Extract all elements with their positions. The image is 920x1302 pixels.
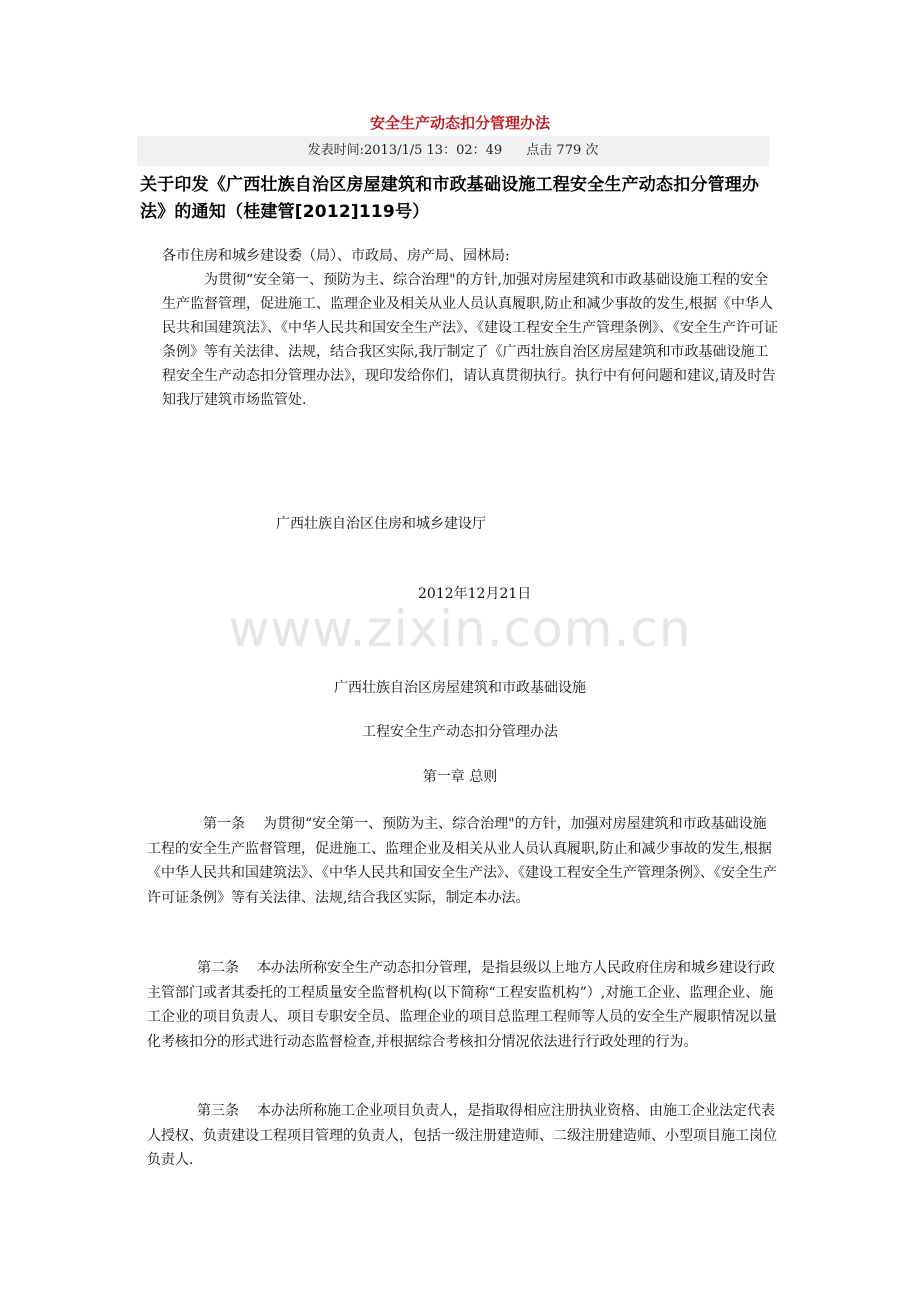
article-number: 第三条 <box>197 1103 239 1119</box>
article-number: 第二条 <box>197 960 239 976</box>
article-3 <box>147 1099 777 1173</box>
article-text: 为贯彻“安全第一、预防为主、综合治理"的方针，加强对房屋建筑和市政基础设施工程的安全生产监督管理，促进施工、监理企业及相关从业人员认真履职,防止和减少事故的发生,根据《中华人民共和国建筑法》、《中华人民共和国安全生产法》、《建设工程安全生产管理条例》、《安全生产许可证条例》等有关法律、法规,结合我区实际，制定本办法。 <box>147 816 777 906</box>
issuer-signature: 广西壮族自治区住房和城乡建设厅 <box>276 516 486 532</box>
salutation: 各市住房和城乡建设委（局）、市政局、房产局、园林局: <box>162 248 510 264</box>
site-watermark: www.zixin.com.cn <box>228 600 692 658</box>
article-number: 第一条 <box>203 816 245 832</box>
article-1 <box>147 812 777 910</box>
document-title-line-1: 广西壮族自治区房屋建筑和市政基础设施 <box>334 680 586 696</box>
document-title-line-2: 工程安全生产动态扣分管理办法 <box>362 724 558 740</box>
article-2 <box>147 956 777 1054</box>
click-count: 点击 779 次 <box>526 143 599 158</box>
article-text: 本办法所称安全生产动态扣分管理，是指县级以上地方人民政府住房和城乡建设行政主管部门或者其委托的工程质量安全监督机构(以下简称“工程安监机构”）,对施工企业、监理企业、施工企业的项目负责人、项目专职安全员、监理企业的项目总监理工程师等人员的安全生产履职情况以量化考核扣分的形式进行动态监督检查,并根据综合考核扣分情况依法进行行政处理的行为。 <box>147 960 777 1050</box>
article-meta-bar <box>137 136 769 166</box>
article-title: 安全生产动态扣分管理办法 <box>369 114 550 132</box>
publish-time: 发表时间:2013/1/5 13：02：49 <box>307 143 503 158</box>
notice-headline: 关于印发《广西壮族自治区房屋建筑和市政基础设施工程安全生产动态扣分管理办法》的通知（桂建管[2012]119号） <box>140 175 760 222</box>
chapter-heading: 第一章 总则 <box>422 769 498 785</box>
article-text: 本办法所称施工企业项目负责人，是指取得相应注册执业资格、由施工企业法定代表人授权、负责建设工程项目管理的负责人，包括一级注册建造师、二级注册建造师、小型项目施工岗位负责人. <box>147 1103 777 1168</box>
intro-paragraph: 为贯彻“安全第一、预防为主、综合治理"的方针,加强对房屋建筑和市政基础设施工程的安全生产监督管理，促进施工、监理企业及相关从业人员认真履职,防止和减少事故的发生,根据《中华人民共和国建筑法》、《中华人民共和国安全生产法》、《建设工程安全生产管理条例》、《安全生产许可证条例》等有关法律、法规，结合我区实际,我厅制定了《广西壮族自治区房屋建筑和市政基础设施工程安全生产动态扣分管理办法》，现印发给你们，请认真贯彻执行。执行中有何问题和建议,请及时告知我厅建筑市场监管处. <box>162 272 778 408</box>
issue-date: 2012年12月21日 <box>418 586 532 602</box>
